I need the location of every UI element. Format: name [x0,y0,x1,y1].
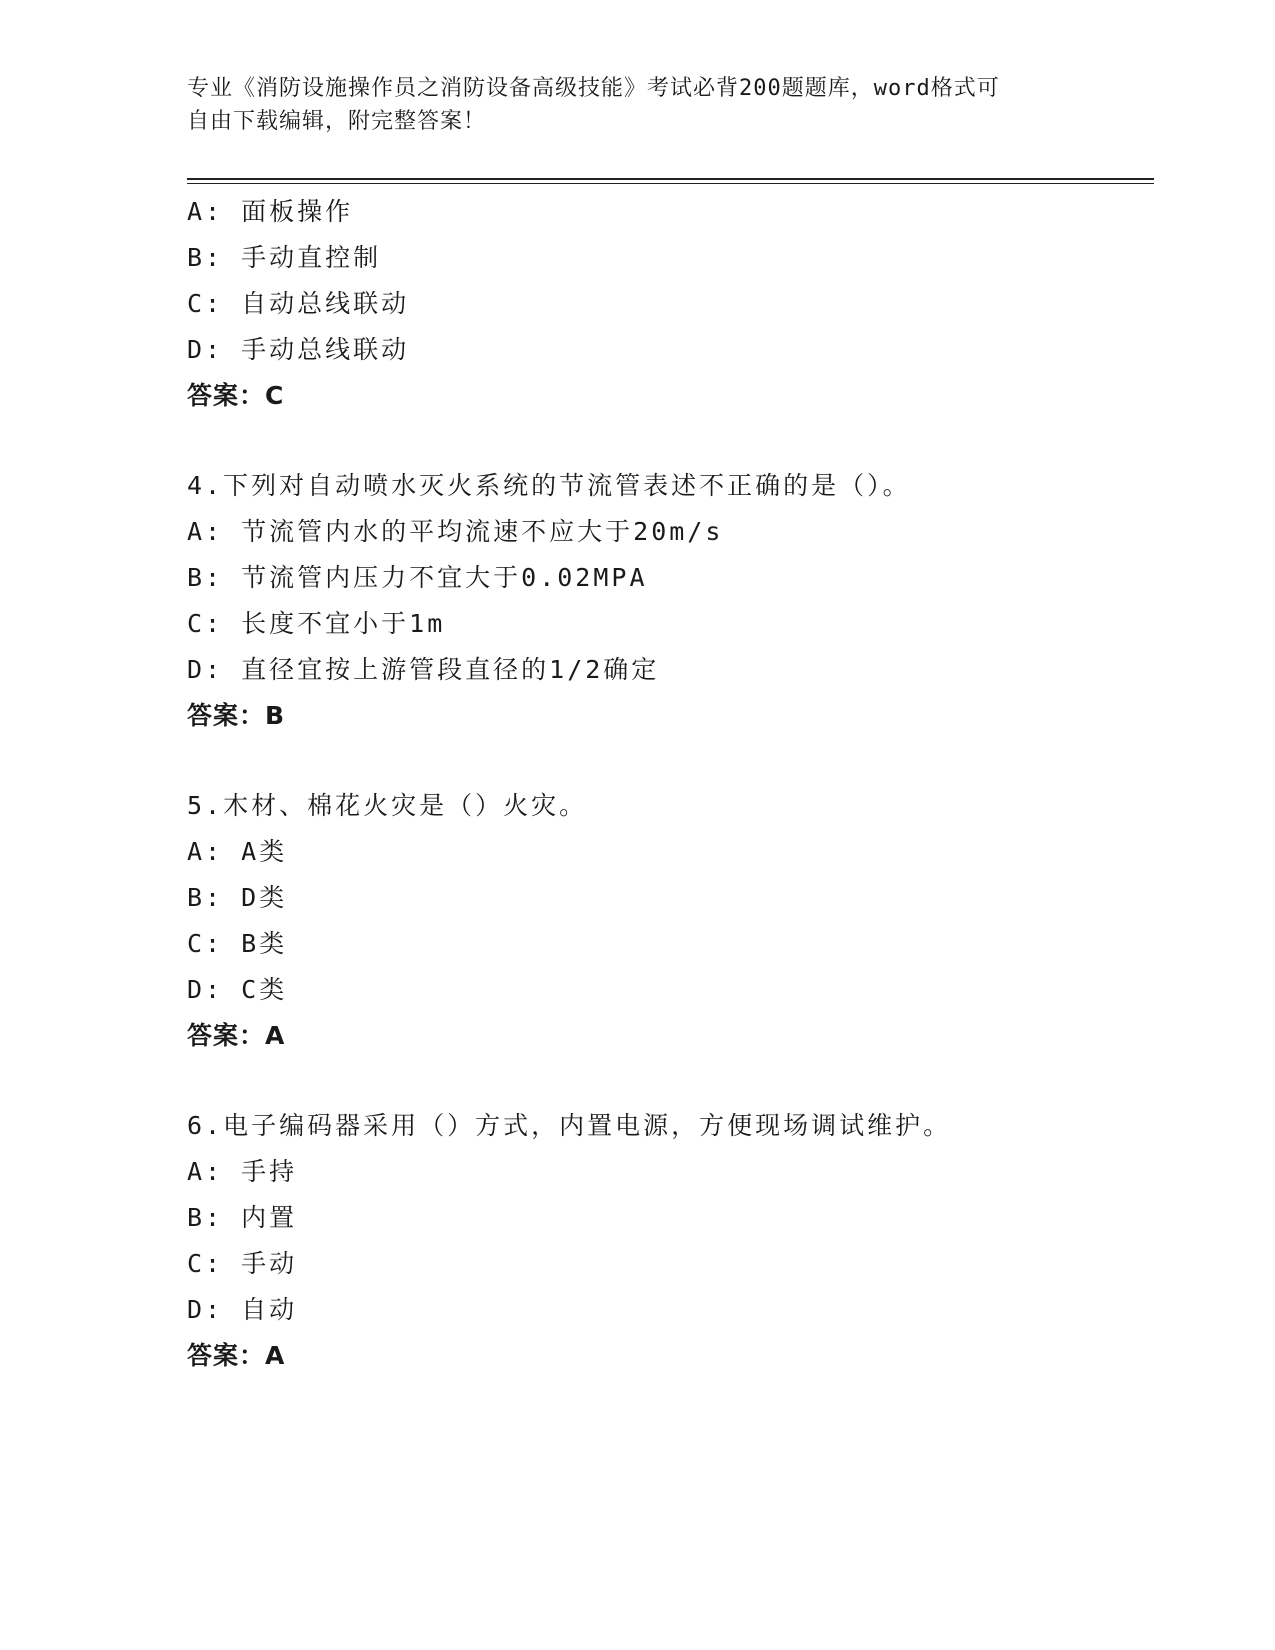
option-d: D: 直径宜按上游管段直径的1/2确定 [187,655,660,684]
spacer [187,419,1147,463]
option-a: A: 面板操作 [187,197,354,226]
option-a: A: A类 [187,837,288,866]
answer-line: 答案：A [187,1021,286,1050]
question-text: 5.木材、棉花火灾是（）火灾。 [187,791,588,820]
option-c: C: 手动 [187,1249,298,1278]
option-d: D: C类 [187,975,288,1004]
option-b: B: D类 [187,883,288,912]
question-text: 4.下列对自动喷水灭火系统的节流管表述不正确的是（）。 [187,471,911,500]
header-line-1: 专业《消防设施操作员之消防设备高级技能》考试必背200题题库，word格式可 [187,76,1000,101]
answer-line: 答案：A [187,1341,286,1370]
option-b: B: 手动直控制 [187,243,382,272]
option-c: C: 长度不宜小于1m [187,609,446,638]
option-d: D: 自动 [187,1295,298,1324]
document-header [187,72,1067,138]
spacer [187,1059,1147,1103]
question-list [187,189,1147,1379]
option-b: B: 节流管内压力不宜大于0.02MPA [187,563,648,592]
question-block-5 [187,783,1147,1059]
question-block-6 [187,1103,1147,1379]
option-d: D: 手动总线联动 [187,335,410,364]
option-b: B: 内置 [187,1203,298,1232]
option-c: C: 自动总线联动 [187,289,410,318]
option-a: A: 节流管内水的平均流速不应大于20m/s [187,517,724,546]
option-a: A: 手持 [187,1157,298,1186]
answer-line: 答案：C [187,381,285,410]
spacer [187,739,1147,783]
question-block-continued [187,189,1147,419]
header-divider-thick [187,178,1154,180]
answer-line: 答案：B [187,701,286,730]
header-line-2: 自由下载编辑，附完整答案！ [187,109,487,134]
question-block-4 [187,463,1147,739]
header-divider-thin [187,183,1154,184]
option-c: C: B类 [187,929,288,958]
question-text: 6.电子编码器采用（）方式，内置电源，方便现场调试维护。 [187,1111,952,1140]
